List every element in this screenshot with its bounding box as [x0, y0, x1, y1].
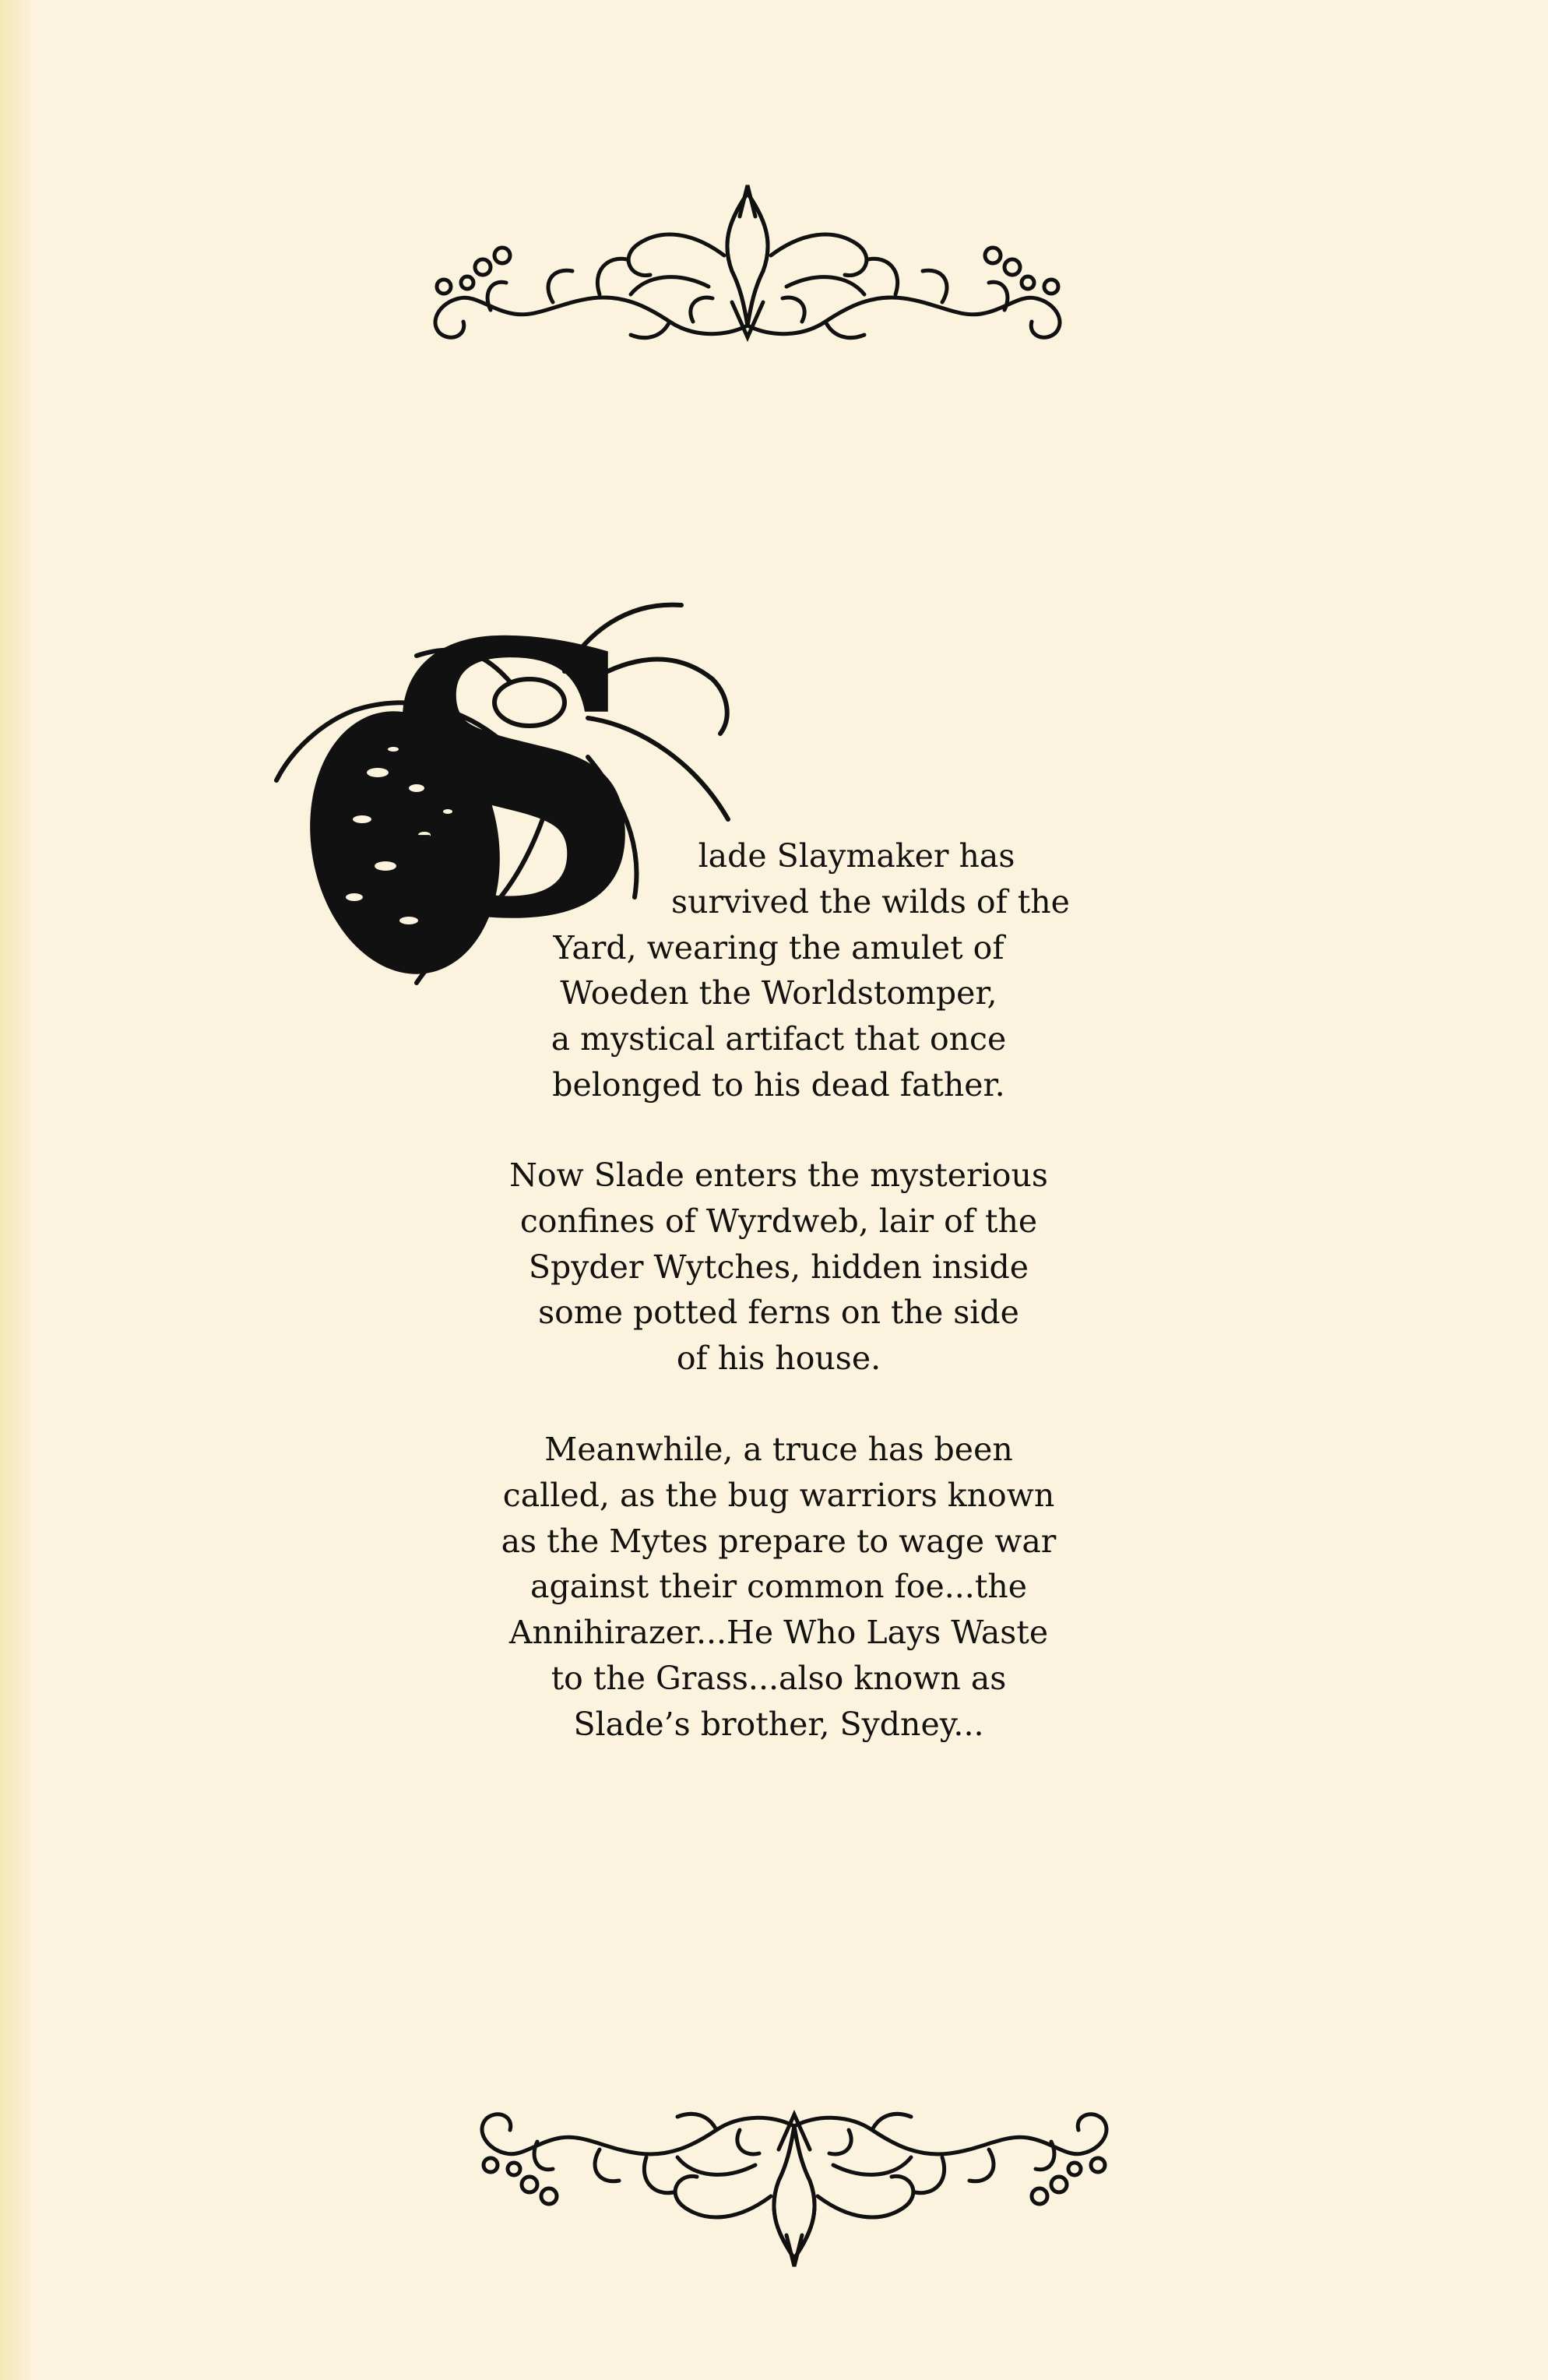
paragraph-line: against their common foe...the [530, 1568, 1027, 1606]
paragraph-line: Woeden the Worldstomper, [560, 974, 997, 1012]
paragraph-line: survived the wilds of the [671, 882, 1070, 921]
paragraph-line: Annihirazer...He Who Lays Waste [508, 1614, 1049, 1652]
paragraph-3 [436, 1427, 1121, 1748]
paragraph-line: Now Slade enters the mysterious [509, 1157, 1048, 1194]
paragraph-line: to the Grass...also known as [551, 1659, 1007, 1697]
drop-cap-letter: S [378, 562, 648, 1002]
paragraph-1 [436, 833, 1121, 1108]
paragraph-line: Slade’s brother, Sydney... [573, 1705, 984, 1743]
paragraph-line: belonged to his dead father. [552, 1065, 1005, 1104]
paragraph-2 [436, 1153, 1121, 1382]
paragraph-line: called, as the bug warriors known [502, 1476, 1055, 1514]
page-edge [0, 0, 31, 2380]
paragraph-line: a mystical artifact that once [551, 1020, 1007, 1058]
paragraph-line: of his house. [676, 1340, 881, 1378]
top-ornament-icon [397, 170, 1098, 357]
paragraph-line: Meanwhile, a truce has been [544, 1431, 1013, 1468]
paragraph-line: as the Mytes prepare to wage war [501, 1522, 1057, 1560]
paragraph-line: lade Slaymaker has [698, 837, 1015, 875]
bottom-ornament-icon [444, 2095, 1145, 2282]
paragraph-line: Yard, wearing the amulet of [553, 928, 1004, 966]
paragraph-line: Spyder Wytches, hidden inside [528, 1248, 1029, 1286]
paragraph-line: confines of Wyrdweb, lair of the [519, 1202, 1038, 1240]
paragraph-line: some potted ferns on the side [538, 1294, 1019, 1332]
